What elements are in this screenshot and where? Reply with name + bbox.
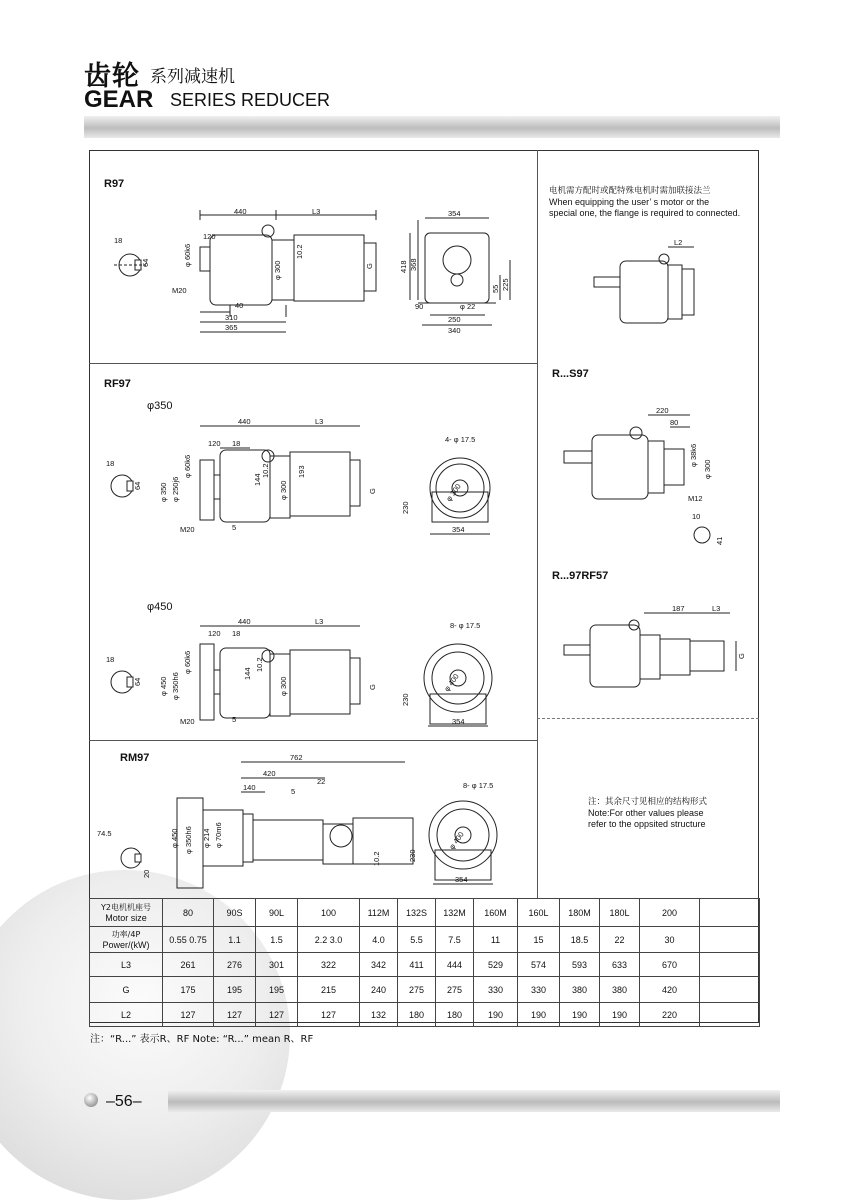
header-motor-cn: Y2电机机座号: [101, 903, 151, 912]
header-subtitle-en: SERIES REDUCER: [170, 90, 331, 110]
rf97a-dim-64: 64: [133, 481, 142, 490]
cell-power: 2.2 3.0: [298, 927, 360, 953]
cell-L2: 180: [398, 1003, 436, 1027]
cell-motor: 80: [163, 899, 214, 927]
flange-note-en-1: When equipping the user’ s motor or the: [549, 197, 710, 207]
rs97-dim-80: 80: [670, 418, 679, 427]
cell-L3: 444: [436, 953, 474, 977]
rf97a-dim-phi300: φ 300: [279, 480, 288, 500]
cell-empty: [700, 1003, 760, 1027]
flange-note-cn: 电机需方配时或配特殊电机时需加联接法兰: [549, 186, 711, 196]
rm97-dim-230: 230: [408, 849, 417, 862]
rs97-dim-phi300: φ 300: [703, 459, 712, 479]
cell-L3: 301: [256, 953, 298, 977]
cell-G: 195: [256, 977, 298, 1003]
rf97b-dim-18-shaft: 18: [106, 655, 115, 664]
footer-divider-bar: [168, 1090, 780, 1112]
rm97-dim-phi350h6: φ 350h6: [184, 826, 193, 854]
r97-dim-310: 310: [225, 313, 238, 322]
r97-dim-418: 418: [399, 260, 408, 273]
divider-rf97: [89, 740, 537, 741]
section-rm97: RM97: [120, 752, 150, 764]
cell-G: 275: [436, 977, 474, 1003]
cell-L3: 633: [600, 953, 640, 977]
other-note-en-2: refer to the oppsited structure: [588, 819, 706, 829]
rm97-side-view: [177, 762, 413, 888]
header-motor-size: [90, 899, 163, 927]
cell-L2: 127: [163, 1003, 214, 1027]
header-subtitle-cn: 系列减速机: [150, 67, 235, 87]
cell-motor: 112M: [360, 899, 398, 927]
cell-L3: 276: [214, 953, 256, 977]
header-L3: L3: [90, 953, 163, 977]
divider-r97: [89, 363, 537, 364]
cell-power: 22: [600, 927, 640, 953]
rf97b-dim-440: 440: [238, 617, 251, 626]
r97-dim-M20: M20: [172, 286, 187, 295]
header-power: [90, 927, 163, 953]
r97-dim-64: 64: [141, 258, 150, 267]
cell-L2: 190: [474, 1003, 518, 1027]
cell-G: 175: [163, 977, 214, 1003]
other-note-cn: 注：其余尺寸见相应的结构形式: [588, 797, 708, 807]
cell-L2: 132: [360, 1003, 398, 1027]
cell-power: 18.5: [560, 927, 600, 953]
cell-power: 11: [474, 927, 518, 953]
rf97a-dim-18: 18: [232, 439, 241, 448]
r-flange-drawing: [590, 235, 740, 335]
rs97-drawing: [560, 405, 740, 545]
rm97-dim-phi70m6: φ 70m6: [214, 822, 223, 848]
cell-power: 30: [640, 927, 700, 953]
rf97a-dim-440: 440: [238, 417, 251, 426]
rf97a-dim-phi60k6: φ 60k6: [183, 454, 192, 478]
cell-L2: 127: [256, 1003, 298, 1027]
cell-power: 1.5: [256, 927, 298, 953]
rf97a-holes: 4- φ 17.5: [445, 435, 476, 444]
rm97-dim-140: 140: [243, 783, 256, 792]
header-title-en: GEAR: [84, 86, 154, 113]
rf97b-holes: 8- φ 17.5: [450, 621, 481, 630]
rm97-dim-74-5: 74.5: [97, 829, 112, 838]
rf97a-dim-G: G: [368, 488, 377, 494]
rm97-dim-22: 22: [317, 777, 326, 786]
row-G: [90, 977, 760, 1003]
rf97-phi350-label: φ350: [147, 400, 173, 412]
r97-dim-phi300: φ 300: [273, 260, 282, 280]
r97-dim-L3: L3: [312, 207, 321, 216]
rf97b-shaft-section: [111, 671, 133, 693]
cell-L3: 411: [398, 953, 436, 977]
page-bullet-icon: [84, 1093, 98, 1107]
rs97-dim-41: 41: [715, 536, 724, 545]
cell-L3: 670: [640, 953, 700, 977]
row-L2: [90, 1003, 760, 1027]
header-power-cn: 功率/4P: [111, 930, 141, 939]
other-note-en-1: Note:For other values please: [588, 808, 704, 818]
rm97-dim-phi450: φ 450: [170, 828, 179, 848]
cell-power: 7.5: [436, 927, 474, 953]
cell-power: 1.1: [214, 927, 256, 953]
rrf57-drawing: [560, 605, 750, 695]
rm97-end-view: [429, 801, 497, 884]
r97-dim-G: G: [365, 263, 374, 269]
rf97b-end-view: [424, 644, 492, 726]
cell-empty: [700, 953, 760, 977]
rf97b-dim-10-2: 10.2: [255, 657, 264, 672]
rm97-dim-420: 420: [263, 769, 276, 778]
r97-dim-40: 40: [235, 301, 244, 310]
rf97b-dim-5: 5: [232, 715, 237, 724]
cell-empty: [700, 977, 760, 1003]
cell-G: 330: [474, 977, 518, 1003]
rs97-dim-M12: M12: [688, 494, 703, 503]
header-power-en: Power/(kW): [102, 940, 150, 950]
rf97a-side-view: [200, 426, 360, 522]
r97-dim-250: 250: [448, 315, 461, 324]
cell-motor: 200: [640, 899, 700, 927]
rf97b-dim-354: 354: [452, 717, 465, 726]
r97-dim-354: 354: [448, 209, 461, 218]
rs97-dim-phi38k6: φ 38k6: [689, 443, 698, 467]
rm97-drawing: [95, 750, 535, 890]
rrf57-dim-G: G: [737, 653, 746, 659]
cell-G: 380: [600, 977, 640, 1003]
flange-note: [549, 186, 759, 219]
rf97a-dim-230: 230: [401, 501, 410, 514]
cell-L3: 593: [560, 953, 600, 977]
cell-L2: 127: [214, 1003, 256, 1027]
cell-L3: 529: [474, 953, 518, 977]
cell-motor: 160L: [518, 899, 560, 927]
rf97b-dim-120: 120: [208, 629, 221, 638]
cell-G: 420: [640, 977, 700, 1003]
rrf57-dim-L3: L3: [712, 604, 721, 613]
rm97-dim-10-2: 10.2: [372, 851, 381, 866]
rf97b-dim-L3: L3: [315, 617, 324, 626]
rf97a-dim-193: 193: [297, 465, 306, 478]
rf97a-dim-phi350: φ 350: [159, 482, 168, 502]
r97-dim-18: 18: [114, 236, 123, 245]
section-r97rf57: R...97RF57: [552, 570, 609, 582]
r97-dim-phi60k6: φ 60k6: [183, 243, 192, 267]
rrf57-dim-187: 187: [672, 604, 685, 613]
cell-L2: 180: [436, 1003, 474, 1027]
rf97a-dim-144: 144: [253, 473, 262, 486]
rm97-shaft-section: [121, 848, 141, 868]
rm97-dim-phi400: φ 400: [447, 830, 466, 852]
rf97b-dim-18: 18: [232, 629, 241, 638]
cell-motor: 90L: [256, 899, 298, 927]
cell-G: 195: [214, 977, 256, 1003]
rf97b-dim-144: 144: [243, 667, 252, 680]
header-L2: L2: [90, 1003, 163, 1027]
r97-dim-90: 90: [415, 302, 424, 311]
other-values-note: [588, 797, 753, 830]
cell-G: 330: [518, 977, 560, 1003]
rf97a-dim-18-shaft: 18: [106, 459, 115, 468]
cell-L3: 261: [163, 953, 214, 977]
rf97b-dim-230: 230: [401, 693, 410, 706]
r97-dim-340: 340: [448, 326, 461, 335]
cell-L2: 190: [560, 1003, 600, 1027]
rf97b-dim-phi450: φ 450: [159, 676, 168, 696]
r97-dim-365: 365: [225, 323, 238, 332]
rs97-body: [564, 415, 710, 543]
rf97a-dim-354: 354: [452, 525, 465, 534]
r-flange-body: [594, 247, 694, 323]
rm97-dim-354: 354: [455, 875, 468, 884]
rrf57-body: [564, 613, 736, 687]
rs97-dim-10: 10: [692, 512, 701, 521]
cell-L3: 322: [298, 953, 360, 977]
section-rf97: RF97: [104, 378, 131, 390]
rf97b-dim-phi350h6: φ 350h6: [171, 672, 180, 700]
cell-power: 0.55 0.75: [163, 927, 214, 953]
rs97-dim-220: 220: [656, 406, 669, 415]
r97-dim-10-2: 10.2: [295, 244, 304, 259]
rf97a-dim-M20: M20: [180, 525, 195, 534]
cell-L2: 190: [518, 1003, 560, 1027]
rm97-dim-20: 20: [142, 869, 151, 878]
r97-dim-368: 368: [409, 258, 418, 271]
header-divider-bar: [84, 116, 780, 138]
row-motor-size: [90, 899, 760, 927]
r97-dim-225: 225: [501, 278, 510, 291]
cell-L3: 574: [518, 953, 560, 977]
section-rs97: R...S97: [552, 368, 589, 380]
r-flange-dim-L2: L2: [674, 238, 683, 247]
header-motor-en: Motor size: [105, 913, 147, 923]
divider-dashed-right: [537, 718, 759, 719]
r97-dim-55: 55: [491, 284, 500, 293]
cell-motor: 100: [298, 899, 360, 927]
cell-motor: 132M: [436, 899, 474, 927]
rm97-dim-phi214: φ 214: [202, 828, 211, 848]
rf97b-side-view: [200, 626, 360, 720]
rf97a-dim-120: 120: [208, 439, 221, 448]
r97-dim-440: 440: [234, 207, 247, 216]
rf97a-dim-phi250j6: φ 250j6: [171, 476, 180, 502]
rf97-phi450-label: φ450: [147, 601, 173, 613]
rf97b-dim-phi300: φ 300: [279, 676, 288, 696]
rf97a-shaft-section: [111, 475, 133, 497]
r97-dim-120: 120: [203, 232, 216, 241]
cell-power: 5.5: [398, 927, 436, 953]
cell-empty: [700, 899, 760, 927]
rm97-holes: 8- φ 17.5: [463, 781, 494, 790]
cell-G: 215: [298, 977, 360, 1003]
cell-L3: 342: [360, 953, 398, 977]
cell-G: 380: [560, 977, 600, 1003]
rm97-dim-762: 762: [290, 753, 303, 762]
page-number: –56–: [106, 1093, 142, 1110]
cell-G: 275: [398, 977, 436, 1003]
cell-motor: 90S: [214, 899, 256, 927]
motor-data-table: [89, 898, 760, 1027]
rf97a-dim-5: 5: [232, 523, 237, 532]
rf97b-dim-G: G: [368, 684, 377, 690]
footnote: 注：“R...” 表示R、RF Note: “R...” mean R、RF: [90, 1034, 314, 1045]
cell-power: 4.0: [360, 927, 398, 953]
rf97a-dim-10-2: 10.2: [261, 463, 270, 478]
cell-L2: 127: [298, 1003, 360, 1027]
r97-drawing: [100, 205, 540, 345]
cell-empty: [700, 927, 760, 953]
rf97a-dim-phi300-end: φ 300: [444, 482, 463, 504]
header-title-cn: 齿轮: [84, 61, 140, 92]
header-G: G: [90, 977, 163, 1003]
cell-power: 15: [518, 927, 560, 953]
row-power: [90, 927, 760, 953]
rf97b-dim-64: 64: [133, 677, 142, 686]
section-r97: R97: [104, 178, 125, 190]
rf97-phi450-drawing: [100, 617, 530, 735]
rf97b-dim-phi400: φ 400: [442, 672, 461, 694]
cell-L2: 190: [600, 1003, 640, 1027]
rm97-dim-5: 5: [291, 787, 296, 796]
cell-motor: 160M: [474, 899, 518, 927]
cell-L2: 220: [640, 1003, 700, 1027]
cell-G: 240: [360, 977, 398, 1003]
rf97a-end-view: [430, 458, 490, 534]
flange-note-en-2: special one, the flange is required to connected.: [549, 208, 741, 218]
rf97a-dim-L3: L3: [315, 417, 324, 426]
cell-motor: 180L: [600, 899, 640, 927]
r97-dim-phi22: φ 22: [460, 302, 476, 311]
rf97b-dim-M20: M20: [180, 717, 195, 726]
cell-motor: 180M: [560, 899, 600, 927]
rf97-phi350-drawing: [100, 417, 530, 540]
cell-motor: 132S: [398, 899, 436, 927]
rf97b-dim-phi60k6: φ 60k6: [183, 650, 192, 674]
row-L3: [90, 953, 760, 977]
